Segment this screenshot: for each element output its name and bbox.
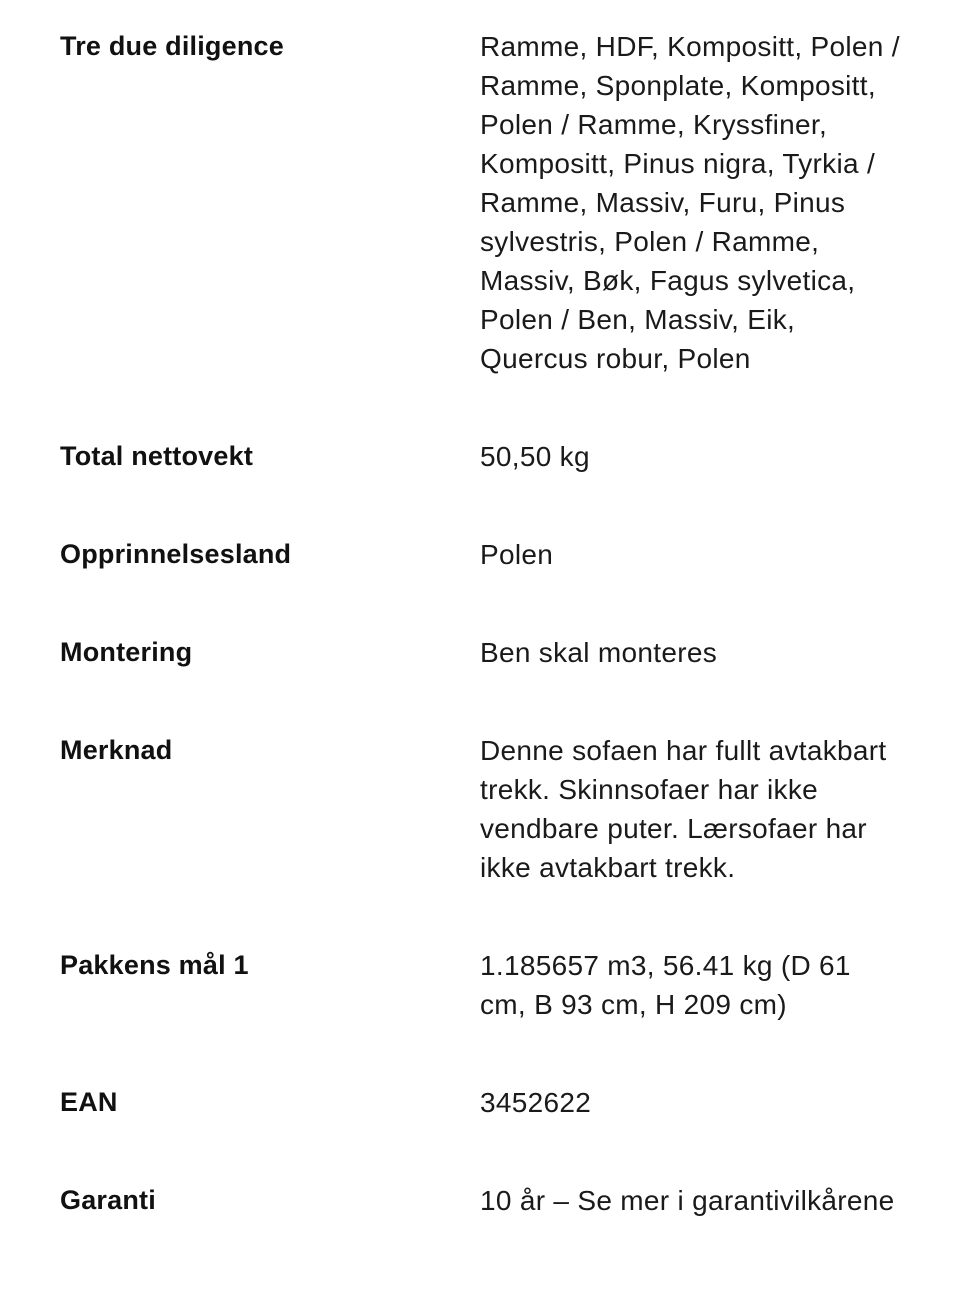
- spec-label: Montering: [60, 637, 193, 667]
- spec-label: EAN: [60, 1087, 118, 1117]
- spec-row-ean: [60, 1083, 900, 1122]
- spec-label: Opprinnelsesland: [60, 539, 292, 569]
- spec-value: 10 år – Se mer i garantivilkårene: [480, 1185, 895, 1216]
- spec-label: Merknad: [60, 735, 173, 765]
- spec-row-montering: [60, 633, 900, 672]
- spec-row-total-nettovekt: [60, 437, 900, 476]
- spec-value: 1.185657 m3, 56.41 kg (D 61 cm, B 93 cm, H 209 cm): [480, 950, 851, 1020]
- spec-label: Pakkens mål 1: [60, 950, 249, 980]
- spec-row-merknad: [60, 731, 900, 887]
- spec-row-pakkens-mal: [60, 946, 900, 1024]
- spec-value: Ramme, HDF, Kompositt, Polen / Ramme, Sponplate, Kompositt, Polen / Ramme, Kryssfiner, Kompositt, Pinus nigra, Tyrkia / Ramme, Massiv, Furu, Pinus sylvestris, Polen / Ramme, Massiv, Bøk, Fagus sylvetica, Polen / Ben, Massiv, Eik, Quercus robur, Polen: [480, 31, 900, 374]
- spec-row-garanti: [60, 1181, 900, 1220]
- spec-row-tre-due-diligence: [60, 27, 900, 378]
- spec-label: Tre due diligence: [60, 31, 284, 61]
- spec-label: Garanti: [60, 1185, 156, 1215]
- spec-row-opprinnelsesland: [60, 535, 900, 574]
- spec-value: 3452622: [480, 1087, 592, 1118]
- spec-value: Ben skal monteres: [480, 637, 717, 668]
- spec-value: Denne sofaen har fullt avtakbart trekk. Skinnsofaer har ikke vendbare puter. Lærsofaer har ikke avtakbart trekk.: [480, 735, 887, 883]
- spec-value: 50,50 kg: [480, 441, 590, 472]
- spec-value: Polen: [480, 539, 554, 570]
- spec-label: Total nettovekt: [60, 441, 254, 471]
